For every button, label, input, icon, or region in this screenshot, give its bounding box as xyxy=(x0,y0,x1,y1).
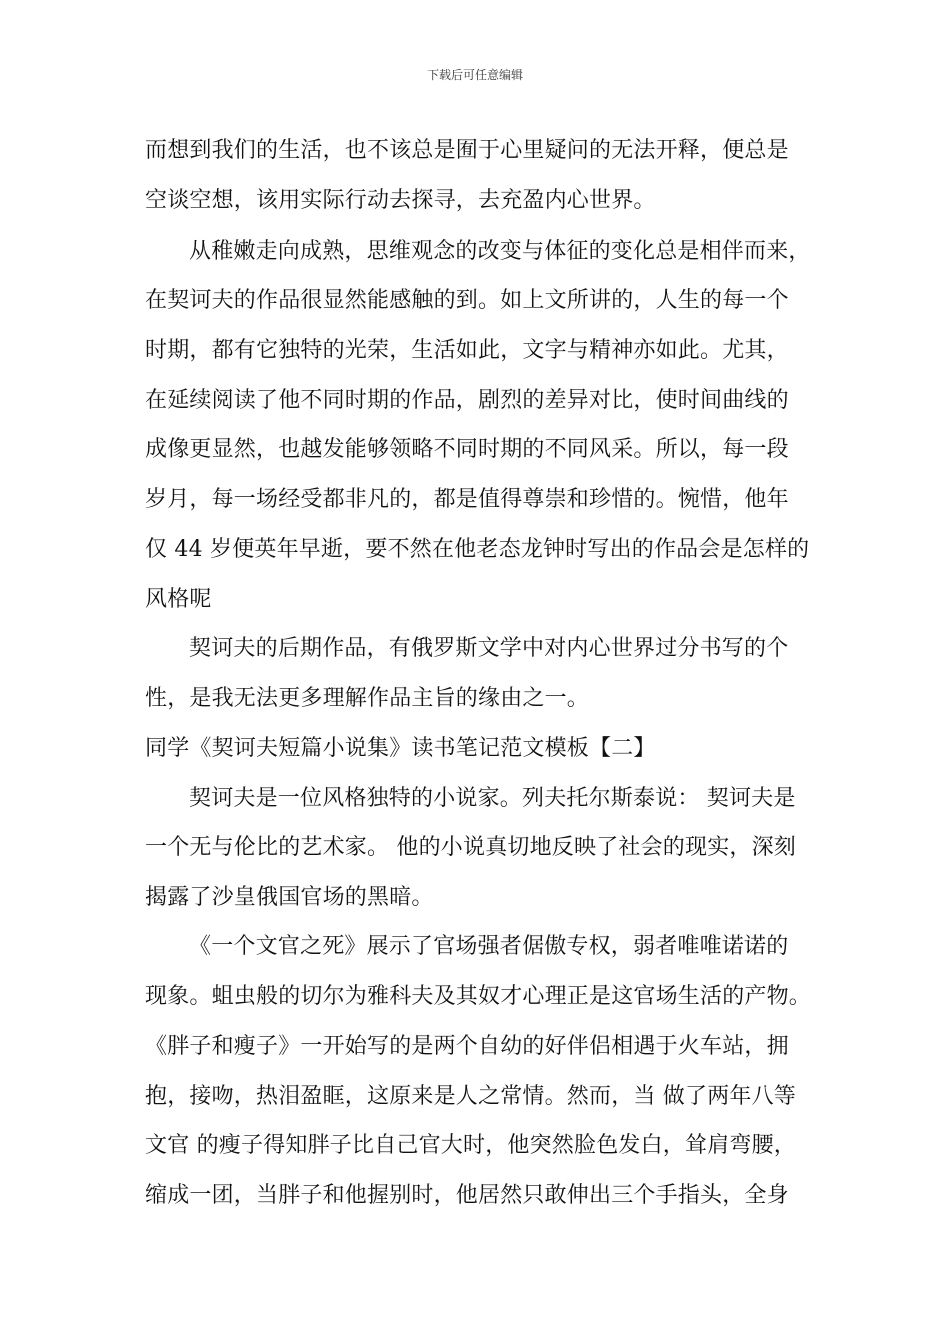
text-line-21: 缩成一团，当胖子和他握别时，他居然只敢伸出三个手指头，全身 xyxy=(145,1183,789,1208)
text-line-9: 仅 44 岁便英年早逝，要不然在他老态龙钟时写出的作品会是怎样的 xyxy=(145,537,810,562)
text-line-19: 抱，接吻，热泪盈眶，这原来是人之常情。然而，当 做了两年八等 xyxy=(145,1084,796,1109)
text-line-7: 成像更显然，也越发能够领略不同时期的不同风采。所以，每一段 xyxy=(145,437,789,462)
text-line-4: 在契诃夫的作品很显然能感触的到。如上文所讲的，人生的每一个 xyxy=(145,288,789,313)
text-line-14: 一个无与伦比的艺术家。 他的小说真切地反映了社会的现实，深刻 xyxy=(145,835,796,860)
text-line-10: 风格呢 xyxy=(145,587,212,612)
text-line-13: 契诃夫是一位风格独特的小说家。列夫托尔斯泰说： 契诃夫是 xyxy=(189,786,796,811)
text-line-8: 岁月，每一场经受都非凡的，都是值得尊崇和珍惜的。惋惜，他年 xyxy=(145,487,789,512)
text-line-5: 时期，都有它独特的光荣，生活如此，文字与精神亦如此。尤其， xyxy=(145,338,789,363)
text-line-17: 现象。蛆虫般的切尔为雅科夫及其奴才心理正是这官场生活的产物。 xyxy=(145,984,812,1009)
text-line-1: 而想到我们的生活，也不该总是囿于心里疑问的无法开释，便总是 xyxy=(145,138,789,163)
section-heading: 同学《契诃夫短篇小说集》读书笔记范文模板【二】 xyxy=(145,736,656,761)
text-line-11: 契诃夫的后期作品，有俄罗斯文学中对内心世界过分书写的个 xyxy=(189,636,789,661)
text-line-20: 文官 的瘦子得知胖子比自己官大时，他突然脸色发白，耸肩弯腰， xyxy=(145,1133,796,1158)
text-line-16: 《一个文官之死》展示了官场强者倨傲专权，弱者唯唯诺诺的 xyxy=(189,934,789,959)
text-line-12: 性，是我无法更多理解作品主旨的缘由之一。 xyxy=(145,686,590,711)
text-line-18: 《胖子和瘦子》一开始写的是两个自幼的好伴侣相遇于火车站，拥 xyxy=(145,1034,789,1059)
text-line-2: 空谈空想，该用实际行动去探寻，去充盈内心世界。 xyxy=(145,188,656,213)
text-line-6: 在延续阅读了他不同时期的作品，剧烈的差异对比，使时间曲线的 xyxy=(145,388,789,413)
page-header: 下载后可任意编辑 xyxy=(426,68,523,82)
text-line-15: 揭露了沙皇俄国官场的黑暗。 xyxy=(145,885,434,910)
text-line-3: 从稚嫩走向成熟，思维观念的改变与体征的变化总是相伴而来， xyxy=(189,239,811,264)
